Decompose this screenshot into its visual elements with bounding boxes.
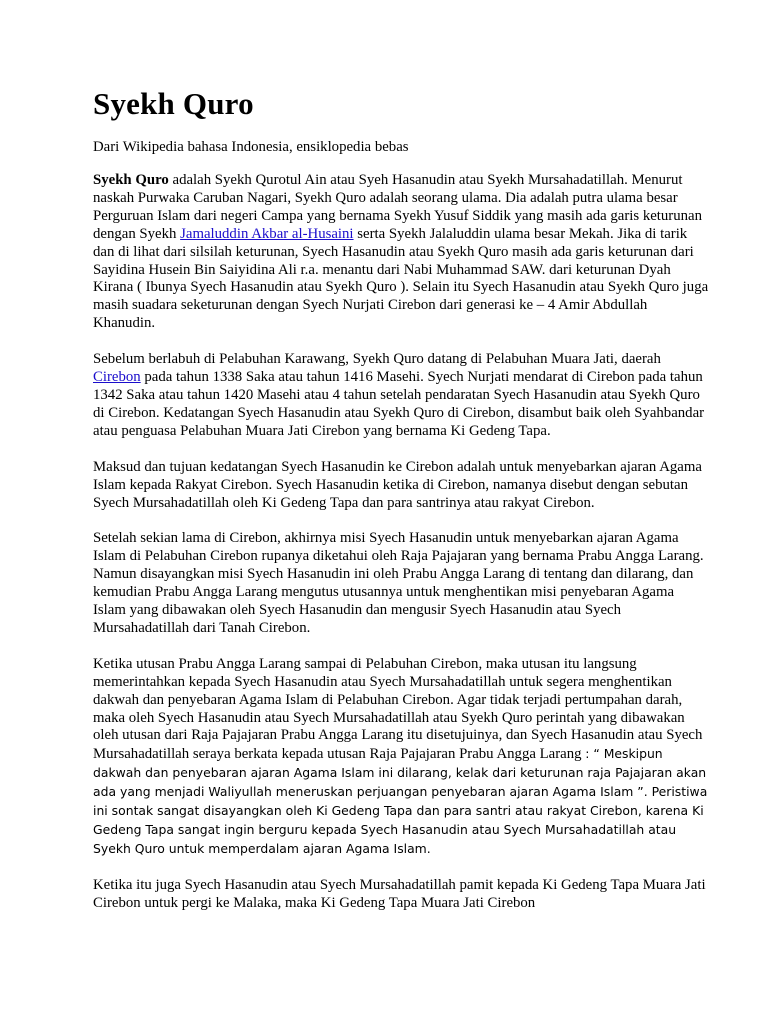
paragraph-envoy <box>93 656 709 859</box>
paragraph-purpose: Maksud dan tujuan kedatangan Syech Hasanudin ke Cirebon adalah untuk menyebarkan ajaran Agama Islam kepada Rakyat Cirebon. Syech Hasanudin ketika di Cirebon, namanya disebut dengan sebutan Syech Mursahadatillah oleh Ki Gedeng Tapa dan para santrinya atau rakyat Cirebon. <box>93 458 702 511</box>
paragraph-intro-text-a: adalah Syekh Qurotul Ain atau Syeh Hasanudin atau Syekh Mursahadatillah. Menurut naskah Purwaka Caruban Nagari, Syekh Quro adalah seorang ulama. Dia adalah putra ulama besar Perguruan Islam dari negeri Campa yang bernama Syekh Yusuf Siddik yang masih ada garis keturunan dengan Syekh <box>93 172 702 242</box>
paragraph-intro <box>93 172 709 333</box>
document-page <box>93 84 709 913</box>
subject-name: Syekh Quro <box>93 172 169 188</box>
paragraph-envoy-text-b: Peristiwa ini sontak sangat disayangkan oleh Ki Gedeng Tapa dan para santri atau rakyat Cirebon, karena Ki Gedeng Tapa sangat ingin berguru kepada Syech Hasanudin atau Syech Mursahadatillah atau Syekh Quro untuk memperdalam ajaran Agama Islam. <box>93 784 708 856</box>
page-title: Syekh Quro <box>93 86 254 121</box>
link-jamaluddin[interactable]: Jamaluddin Akbar al-Husaini <box>180 225 354 242</box>
paragraph-arrival-text-b: pada tahun 1338 Saka atau tahun 1416 Masehi. Syech Nurjati mendarat di Cirebon pada tahun 1342 Saka atau tahun 1420 Masehi atau 4 tahun setelah pendaratan Syech Hasanudin atau Syekh Quro di Cirebon. Kedatangan Syech Hasanudin atau Syekh Quro di Cirebon, disambut baik oleh Syahbandar atau penguasa Pelabuhan Muara Jati Cirebon yang bernama Ki Gedeng Tapa. <box>93 369 705 439</box>
paragraph-arrival-text-a: Sebelum berlabuh di Pelabuhan Karawang, Syekh Quro datang di Pelabuhan Muara Jati, daerah <box>93 351 661 368</box>
paragraph-envoy-text-a: Ketika utusan Prabu Angga Larang sampai di Pelabuhan Cirebon, maka utusan itu langsung memerintahkan kepada Syech Hasanudin atau Syech Mursahadatillah untuk segera menghentikan dakwah dan penyebaran Agama Islam di Pelabuhan Cirebon. Agar tidak terjadi pertumpahan darah, maka oleh Syech Hasanudin atau Syech Mursahadatillah atau Syekh Quro perintah yang dibawakan oleh utusan dari Raja Pajajaran Prabu Angga Larang itu disetujuinya, dan Syech Hasanudin atau Syech Mursahadatillah seraya berkata kepada utusan Raja Pajajaran Prabu Angga Larang <box>93 655 703 763</box>
paragraph-mission: Setelah sekian lama di Cirebon, akhirnya misi Syech Hasanudin untuk menyebarkan ajaran Agama Islam di Pelabuhan Cirebon rupanya diketahui oleh Raja Pajajaran yang bernama Prabu Angga Larang. Namun disayangkan misi Syech Hasanudin ini oleh Prabu Angga Larang di tentang dan dilarang, dan kemudian Prabu Angga Larang mengutus utusannya untuk menghentikan misi penyebaran Agama Islam yang dibawakan oleh Syech Hasanudin dan mengusir Syech Hasanudin atau Syech Mursahadatillah dari Tanah Cirebon. <box>93 530 704 636</box>
paragraph-intro-text-b: serta Syekh Jalaluddin ulama besar Mekah. Jika di tarik dan di lihat dari silsilah keturunan, Syech Hasanudin atau Syekh Quro masih ada garis keturunan dari Sayidina Husein Bin Saiyidina Ali r.a. menantu dari Nabi Muhammad SAW. dari keturunan Dyah Kirana ( Ibunya Syech Hasanudin atau Syekh Quro ). Selain itu Syech Hasanudin atau Syekh Quro juga masih suadara seketurunan dengan Syech Nurjati Cirebon dari generasi ke – 4 Amir Abdullah Khanudin. <box>93 225 709 332</box>
link-cirebon[interactable]: Cirebon <box>93 369 141 386</box>
page-subtitle: Dari Wikipedia bahasa Indonesia, ensiklopedia bebas <box>93 139 409 155</box>
paragraph-arrival <box>93 351 709 441</box>
paragraph-departure: Ketika itu juga Syech Hasanudin atau Syech Mursahadatillah pamit kepada Ki Gedeng Tapa Muara Jati Cirebon untuk pergi ke Malaka, maka Ki Gedeng Tapa Muara Jati Cirebon <box>93 876 706 911</box>
quote-text: : “ Meskipun dakwah dan penyebaran ajaran Agama Islam ini dilarang, kelak dari keturunan raja Pajajaran akan ada yang menjadi Waliyullah meneruskan perjuangan penyebaran ajaran Agama Islam ”. <box>93 746 707 800</box>
